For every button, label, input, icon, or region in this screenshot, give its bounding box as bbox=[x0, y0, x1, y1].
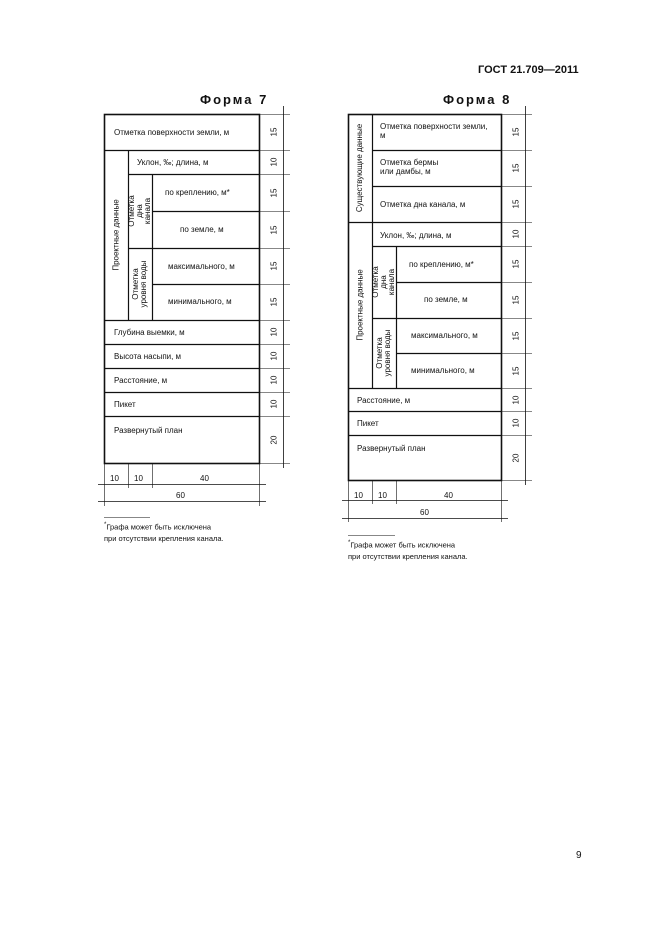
f7-dim: 15 bbox=[269, 225, 279, 235]
f7-water-level-group: Отметка уровня воды bbox=[131, 260, 148, 308]
f8-dim: 20 bbox=[511, 453, 521, 463]
f7-dim: 10 bbox=[269, 375, 279, 385]
f8-ground-mark: Отметка поверхности земли, м bbox=[380, 122, 488, 140]
f8-on-lining: по креплению, м* bbox=[409, 260, 474, 269]
f7-col-dim: 10 bbox=[134, 474, 143, 483]
f8-col-dim: 40 bbox=[444, 491, 453, 500]
f7-cut-depth: Глубина выемки, м bbox=[114, 328, 185, 337]
f7-distance: Расстояние, м bbox=[114, 376, 168, 385]
f8-slope: Уклон, ‰; длина, м bbox=[380, 231, 452, 240]
f8-dim: 10 bbox=[511, 418, 521, 428]
f8-dim: 15 bbox=[511, 199, 521, 209]
f8-bottom-mark: Отметка дна канала, м bbox=[380, 200, 466, 209]
f8-distance: Расстояние, м bbox=[357, 396, 411, 405]
f7-col-dim: 40 bbox=[200, 474, 209, 483]
f7-dim: 20 bbox=[269, 435, 279, 445]
f7-col-dim: 10 bbox=[110, 474, 119, 483]
f8-col-dim: 10 bbox=[354, 491, 363, 500]
f7-plan: Развернутый план bbox=[114, 426, 183, 435]
f8-dim: 15 bbox=[511, 295, 521, 305]
f7-dim: 10 bbox=[269, 399, 279, 409]
f7-on-lining: по креплению, м* bbox=[165, 188, 230, 197]
f7-dim: 10 bbox=[269, 157, 279, 167]
f7-dim: 15 bbox=[269, 127, 279, 137]
f7-picket: Пикет bbox=[114, 400, 136, 409]
form7-title: Форма 7 bbox=[200, 92, 269, 107]
page-number: 9 bbox=[576, 850, 582, 861]
f7-design-group: Проектные данные bbox=[111, 199, 121, 271]
f8-design-group: Проектные данные bbox=[355, 269, 365, 341]
f7-min: минимального, м bbox=[168, 297, 232, 306]
footnote-star: * bbox=[348, 540, 351, 546]
form8-title: Форма 8 bbox=[443, 92, 512, 107]
f7-fill-height: Высота насыпи, м bbox=[114, 352, 182, 361]
f7-slope: Уклон, ‰; длина, м bbox=[137, 158, 209, 167]
footnote-star: * bbox=[104, 522, 107, 528]
f8-channel-bottom-group: Отметка дна канала bbox=[371, 266, 396, 298]
f8-on-ground: по земле, м bbox=[424, 295, 468, 304]
f7-channel-bottom-group: Отметка дна канала bbox=[127, 195, 152, 227]
f8-col-dim: 10 bbox=[378, 491, 387, 500]
f7-dim: 10 bbox=[269, 327, 279, 337]
f7-max: максимального, м bbox=[168, 262, 235, 271]
f8-footnote bbox=[348, 538, 468, 562]
f7-dim: 15 bbox=[269, 188, 279, 198]
f7-on-ground: по земле, м bbox=[180, 225, 224, 234]
f8-dim: 15 bbox=[511, 127, 521, 137]
f8-plan: Развернутый план bbox=[357, 444, 426, 453]
f8-dim: 15 bbox=[511, 366, 521, 376]
footnote-line1: Графа может быть исключена bbox=[106, 522, 212, 532]
f8-existing-group: Существующие данные bbox=[355, 123, 364, 213]
f7-ground-mark: Отметка поверхности земли, м bbox=[114, 128, 230, 137]
f8-min: минимального, м bbox=[411, 366, 475, 375]
f8-max: максимального, м bbox=[411, 331, 478, 340]
f8-water-level-group: Отметка уровня воды bbox=[375, 329, 392, 377]
standard-number: ГОСТ 21.709—2011 bbox=[478, 64, 579, 76]
f8-dim: 15 bbox=[511, 259, 521, 269]
f8-dim: 15 bbox=[511, 163, 521, 173]
footnote-line2: при отсутствии крепления канала. bbox=[348, 551, 468, 561]
footnote-line2: при отсутствии крепления канала. bbox=[104, 533, 224, 543]
f7-total-width: 60 bbox=[176, 491, 185, 500]
f7-dim: 10 bbox=[269, 351, 279, 361]
f8-berm-mark: Отметка бермы или дамбы, м bbox=[380, 158, 439, 176]
footnote-line1: Графа может быть исключена bbox=[350, 540, 456, 550]
f8-picket: Пикет bbox=[357, 419, 379, 428]
f8-dim: 10 bbox=[511, 395, 521, 405]
f8-total-width: 60 bbox=[420, 508, 429, 517]
f8-dim: 15 bbox=[511, 331, 521, 341]
f8-dim: 10 bbox=[511, 229, 521, 239]
f7-dim: 15 bbox=[269, 261, 279, 271]
f7-dim: 15 bbox=[269, 297, 279, 307]
f7-footnote bbox=[104, 520, 224, 544]
